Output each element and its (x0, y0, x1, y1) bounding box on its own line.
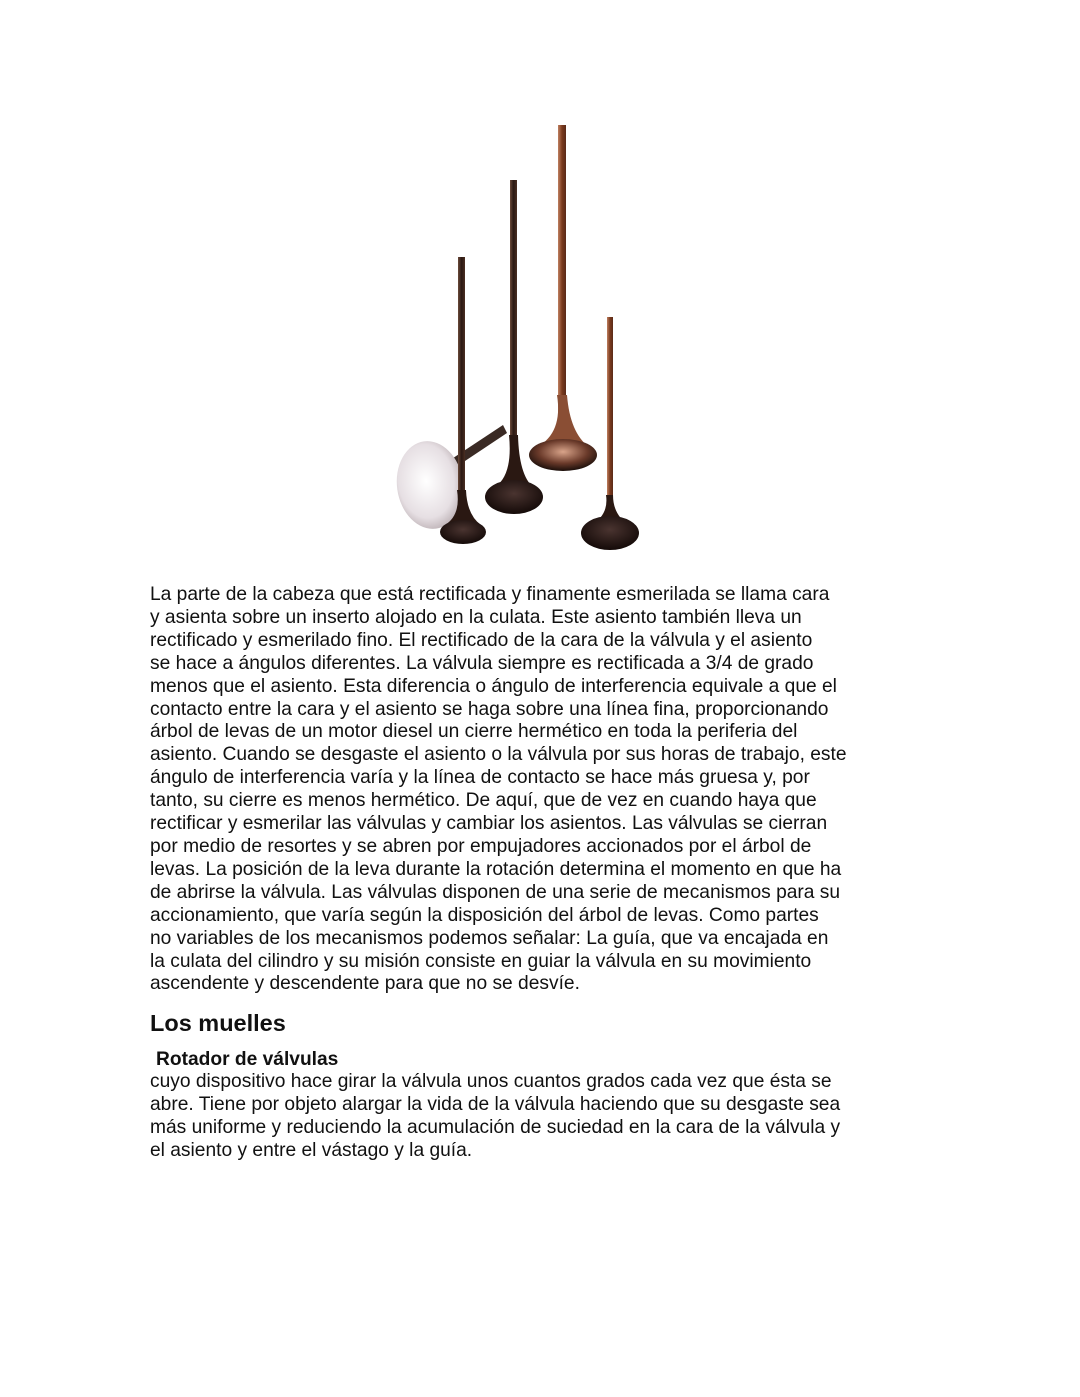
paragraph-valve-face (150, 584, 940, 996)
text-line: de abrirse la válvula. Las válvulas disponen de una serie de mecanismos para su (150, 881, 841, 903)
text-line: la culata del cilindro y su misión consiste en guiar la válvula en su movimiento (150, 950, 812, 972)
text-line: contacto entre la cara y el asiento se haga sobre una línea fina, proporcionando (150, 698, 829, 720)
engine-valves-photo (285, 115, 795, 565)
text-line: árbol de levas de un motor diesel un cierre hermético en toda la periferia del (150, 721, 798, 743)
text-line: el asiento y entre el vástago y la guía. (150, 1140, 473, 1162)
text-line: rectificar y esmerilar las válvulas y cambiar los asientos. Las válvulas se cierran (150, 813, 828, 835)
text-line: asiento. Cuando se desgaste el asiento o la válvula por sus horas de trabajo, este (150, 744, 847, 766)
text-line: más uniforme y reduciendo la acumulación de suciedad en la cara de la válvula y (150, 1117, 841, 1139)
text-line: accionamiento, que varía según la disposición del árbol de levas. Como partes (150, 904, 819, 926)
text-line: rectificado y esmerilado fino. El rectificado de la cara de la válvula y el asiento (150, 629, 813, 651)
text-line: tanto, su cierre es menos hermético. De aquí, que de vez en cuando haya que (150, 790, 817, 812)
paragraph-valve-rotator (150, 1071, 940, 1163)
text-line: ángulo de interferencia varía y la línea de contacto se hace más gruesa y, por (150, 767, 810, 789)
subsection-heading: Rotador de válvulas (156, 1049, 339, 1071)
text-line: se hace a ángulos diferentes. La válvula siempre es rectificada a 3/4 de grado (150, 652, 814, 674)
text-line: menos que el asiento. Esta diferencia o ángulo de interferencia equivale a que el (150, 675, 837, 697)
engine-valves-icon (285, 115, 795, 565)
text-line: cuyo dispositivo hace girar la válvula unos cuantos grados cada vez que ésta se (150, 1071, 832, 1093)
text-line: abre. Tiene por objeto alargar la vida de la válvula haciendo que su desgaste sea (150, 1094, 841, 1116)
text-line: La parte de la cabeza que está rectificada y finamente esmerilada se llama cara (150, 584, 830, 605)
section-heading: Los muelles (150, 1010, 286, 1037)
article-body (150, 584, 940, 1163)
text-line: y asienta sobre un inserto alojado en la culata. Este asiento también lleva un (150, 606, 802, 628)
text-line: por medio de resortes y se abren por empujadores accionados por el árbol de (150, 835, 812, 857)
text-line: no variables de los mecanismos podemos señalar: La guía, que va encajada en (150, 927, 829, 949)
text-line: ascendente y descendente para que no se desvíe. (150, 973, 580, 995)
text-line: levas. La posición de la leva durante la rotación determina el momento en que ha (150, 858, 842, 880)
